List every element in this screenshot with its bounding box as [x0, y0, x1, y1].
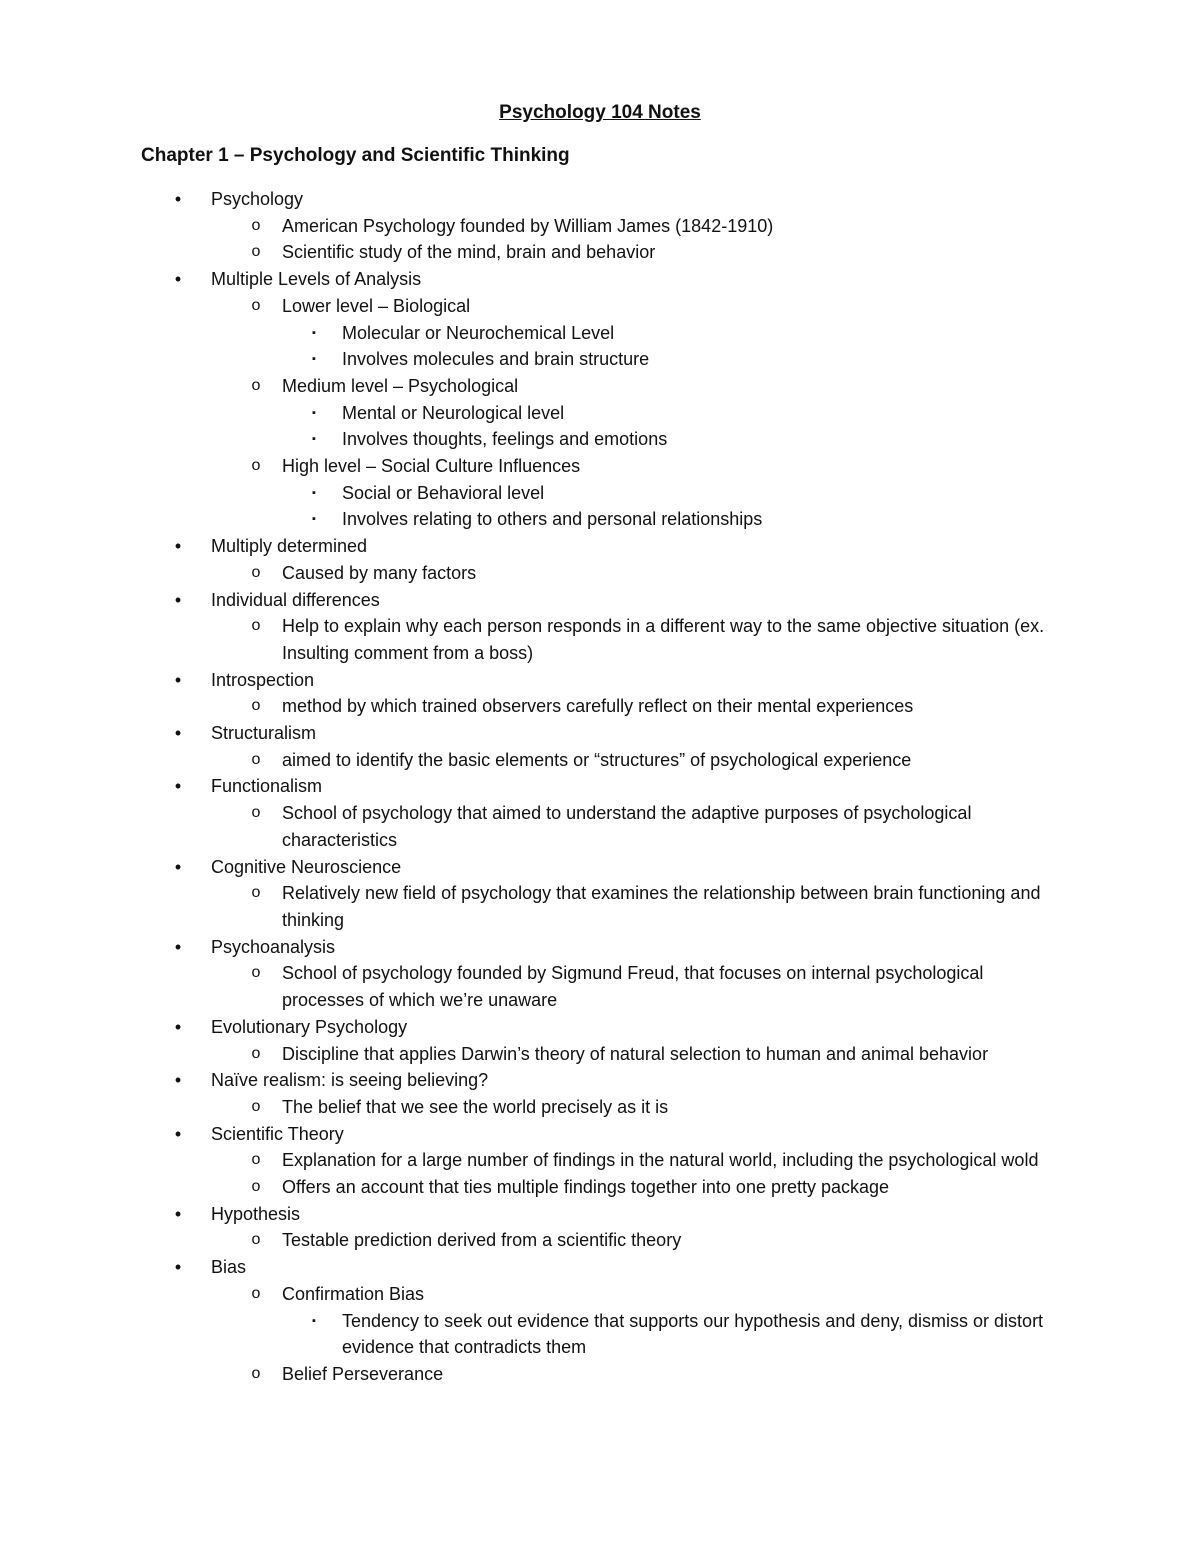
outline-subitem: [0, 293, 1200, 320]
outline-text: Medium level – Psychological: [282, 375, 519, 396]
outline-subitem: [0, 1041, 1200, 1068]
circle-bullet-icon: o: [251, 964, 261, 982]
outline-item: [0, 1201, 1200, 1228]
outline-text: Cognitive Neuroscience: [211, 856, 402, 877]
outline-text: Hypothesis: [211, 1203, 301, 1224]
circle-bullet-icon: o: [251, 1231, 261, 1249]
outline-text: Multiple Levels of Analysis: [211, 269, 422, 290]
outline-text: Multiply determined: [211, 536, 368, 557]
outline-subsubitem: [0, 506, 1200, 533]
square-bullet-icon: ▪: [312, 486, 316, 499]
outline-text: American Psychology founded by William James (1842-1910): [282, 215, 774, 236]
outline-subsubitem: [0, 480, 1200, 507]
outline-subsubitem: [0, 1308, 1200, 1361]
outline-text: method by which trained observers carefully reflect on their mental experiences: [282, 696, 914, 717]
outline-text: Introspection: [211, 669, 315, 690]
outline-item: [0, 587, 1200, 614]
outline-text: Belief Perseverance: [282, 1363, 444, 1384]
bullet-icon: •: [174, 536, 182, 557]
bullet-icon: •: [174, 776, 182, 797]
circle-bullet-icon: o: [251, 296, 261, 314]
circle-bullet-icon: o: [251, 216, 261, 234]
outline-text: Individual differences: [211, 589, 380, 610]
square-bullet-icon: ▪: [312, 326, 316, 339]
circle-bullet-icon: o: [251, 617, 261, 635]
circle-bullet-icon: o: [251, 457, 261, 475]
outline-item: [0, 854, 1200, 881]
outline-subitem: [0, 373, 1200, 400]
outline-subitem: [0, 1094, 1200, 1121]
outline-text: Caused by many factors: [282, 562, 477, 583]
outline-text: Social or Behavioral level: [342, 482, 545, 503]
outline-item: [0, 186, 1200, 213]
outline-text: Evolutionary Psychology: [211, 1016, 408, 1037]
outline-subitem: [0, 239, 1200, 266]
outline-subsubitem: [0, 426, 1200, 453]
circle-bullet-icon: o: [251, 376, 261, 394]
outline-text: Mental or Neurological level: [342, 402, 565, 423]
outline-subitem: [0, 960, 1200, 1013]
outline-item: [0, 266, 1200, 293]
outline-subitem: [0, 1174, 1200, 1201]
outline-text: Psychoanalysis: [211, 936, 336, 957]
outline-item: [0, 1067, 1200, 1094]
bullet-icon: •: [174, 1123, 182, 1144]
circle-bullet-icon: o: [251, 804, 261, 822]
outline-subitem: [0, 1147, 1200, 1174]
outline-item: [0, 667, 1200, 694]
bullet-icon: •: [174, 1016, 182, 1037]
outline-item: [0, 773, 1200, 800]
outline-subitem: [0, 613, 1200, 666]
bullet-icon: •: [174, 856, 182, 877]
outline-text: Confirmation Bias: [282, 1283, 425, 1304]
notes-outline: [0, 186, 1200, 1388]
outline-subsubitem: [0, 400, 1200, 427]
bullet-icon: •: [174, 589, 182, 610]
circle-bullet-icon: o: [251, 1284, 261, 1302]
outline-subitem: [0, 800, 1200, 853]
bullet-icon: •: [174, 1257, 182, 1278]
outline-text: Scientific Theory: [211, 1123, 344, 1144]
outline-text: Involves relating to others and personal relationships: [342, 509, 763, 530]
outline-text: Explanation for a large number of findings in the natural world, including the psychological wold: [282, 1150, 1039, 1171]
outline-text: Tendency to seek out evidence that supports our hypothesis and deny, dismiss or distort evidence that contradicts them: [342, 1310, 1044, 1358]
outline-subitem: [0, 747, 1200, 774]
circle-bullet-icon: o: [251, 243, 261, 261]
outline-text: Testable prediction derived from a scientific theory: [282, 1230, 682, 1251]
bullet-icon: •: [174, 1070, 182, 1091]
outline-subitem: [0, 1281, 1200, 1308]
outline-text: Lower level – Biological: [282, 295, 471, 316]
bullet-icon: •: [174, 269, 182, 290]
outline-text: Relatively new field of psychology that examines the relationship between brain functioning and thinking: [282, 883, 1041, 930]
square-bullet-icon: ▪: [312, 513, 316, 526]
outline-text: Bias: [211, 1257, 247, 1278]
outline-text: Help to explain why each person responds in a different way to the same objective situation (ex. Insulting comment from a boss): [282, 616, 1045, 663]
outline-text: The belief that we see the world precisely as it is: [282, 1096, 669, 1117]
outline-text: Molecular or Neurochemical Level: [342, 322, 615, 343]
outline-text: Structuralism: [211, 723, 317, 744]
circle-bullet-icon: o: [251, 697, 261, 715]
outline-text: Involves thoughts, feelings and emotions: [342, 429, 668, 450]
outline-text: Scientific study of the mind, brain and behavior: [282, 242, 656, 263]
outline-text: Naïve realism: is seeing believing?: [211, 1070, 489, 1091]
outline-text: Psychology: [211, 189, 304, 209]
bullet-icon: •: [174, 936, 182, 957]
outline-text: Offers an account that ties multiple findings together into one pretty package: [282, 1177, 890, 1198]
outline-text: School of psychology founded by Sigmund Freud, that focuses on internal psychological processes of which we’re unaware: [282, 963, 984, 1011]
outline-subitem: [0, 213, 1200, 240]
outline-subsubitem: [0, 346, 1200, 373]
outline-item: [0, 533, 1200, 560]
circle-bullet-icon: o: [251, 884, 261, 902]
square-bullet-icon: ▪: [312, 406, 316, 419]
outline-subitem: [0, 1361, 1200, 1388]
bullet-icon: •: [174, 189, 182, 209]
circle-bullet-icon: o: [251, 1151, 261, 1169]
outline-subitem: [0, 880, 1200, 933]
outline-item: [0, 720, 1200, 747]
outline-subitem: [0, 1227, 1200, 1254]
outline-text: Discipline that applies Darwin’s theory of natural selection to human and animal behavior: [282, 1043, 989, 1064]
bullet-icon: •: [174, 669, 182, 690]
outline-subitem: [0, 453, 1200, 480]
outline-item: [0, 1254, 1200, 1281]
circle-bullet-icon: o: [251, 1097, 261, 1115]
outline-subsubitem: [0, 320, 1200, 347]
outline-text: Involves molecules and brain structure: [342, 349, 650, 370]
outline-item: [0, 1121, 1200, 1148]
circle-bullet-icon: o: [251, 563, 261, 581]
outline-subitem: [0, 560, 1200, 587]
square-bullet-icon: ▪: [312, 1314, 316, 1327]
square-bullet-icon: ▪: [312, 353, 316, 366]
outline-item: [0, 934, 1200, 961]
outline-text: aimed to identify the basic elements or “structures” of psychological experience: [282, 749, 912, 770]
circle-bullet-icon: o: [251, 1178, 261, 1196]
outline-item: [0, 1014, 1200, 1041]
circle-bullet-icon: o: [251, 750, 261, 768]
chapter-heading: Chapter 1 – Psychology and Scientific Thinking: [141, 145, 570, 166]
document-title: Psychology 104 Notes: [499, 102, 701, 123]
outline-subitem: [0, 693, 1200, 720]
outline-text: Functionalism: [211, 776, 323, 797]
outline-text: High level – Social Culture Influences: [282, 456, 581, 477]
bullet-icon: •: [174, 1203, 182, 1224]
circle-bullet-icon: o: [251, 1044, 261, 1062]
square-bullet-icon: ▪: [312, 433, 316, 446]
outline-text: School of psychology that aimed to understand the adaptive purposes of psychological characteristics: [282, 803, 972, 850]
circle-bullet-icon: o: [251, 1364, 261, 1382]
bullet-icon: •: [174, 723, 182, 744]
